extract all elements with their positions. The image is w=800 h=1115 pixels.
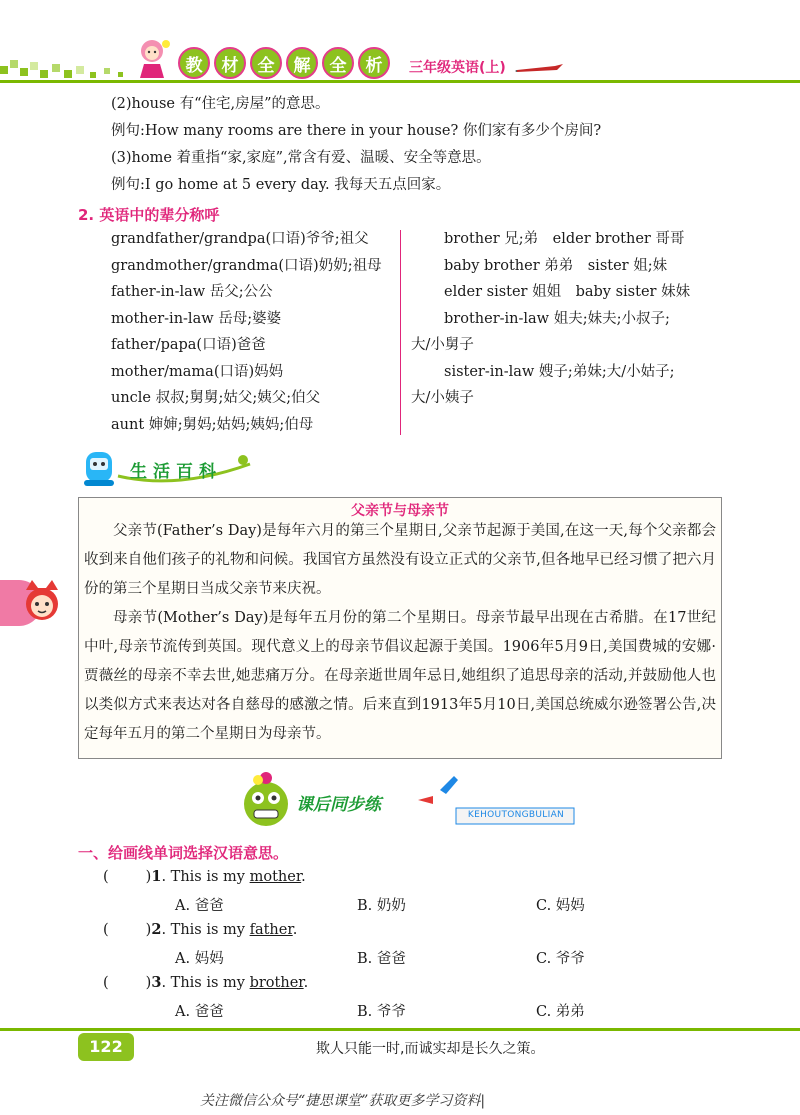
practice-banner-pinyin: KEHOUTONGBULIAN: [467, 810, 565, 820]
option-a[interactable]: A. 妈妈: [175, 951, 224, 967]
underlined-word: father: [249, 922, 293, 938]
book-title-char: 教: [178, 47, 210, 79]
book-title-char: 全: [322, 47, 354, 79]
option-b[interactable]: B. 爸爸: [357, 951, 406, 967]
kinship-term: mother/mama(口语)妈妈: [111, 363, 284, 380]
option-c[interactable]: C. 弟弟: [536, 1004, 585, 1020]
question-punct: .: [303, 975, 309, 991]
intro-line: (2)house 有“住宅,房屋”的意思。: [111, 96, 330, 112]
kinship-term: father-in-law 岳父;公公: [111, 284, 273, 300]
page-number: 122: [78, 1033, 134, 1061]
underlined-word: brother: [249, 975, 304, 991]
intro-line: (3)home 着重指“家,家庭”,常含有爱、温暖、安全等意思。: [111, 150, 491, 166]
kinship-term: elder sister 姐姐 baby sister 妹妹: [444, 284, 691, 300]
header-rule: [0, 80, 800, 83]
exercise-section-title: 一、给画线单词选择汉语意思。: [78, 844, 289, 862]
answer-blank[interactable]: (: [103, 869, 109, 885]
kinship-term: mother-in-law 岳母;婆婆: [111, 310, 282, 327]
intro-line: 例句:How many rooms are there in your house? 你们家有多少个房间?: [111, 123, 602, 139]
answer-blank[interactable]: (: [103, 975, 109, 991]
book-title-char: 材: [214, 47, 246, 79]
kinship-term: brother 兄;弟 elder brother 哥哥: [444, 231, 685, 247]
question-punct: .: [292, 922, 298, 938]
option-c[interactable]: C. 妈妈: [536, 898, 585, 914]
option-c[interactable]: C. 爷爷: [536, 951, 585, 967]
kinship-left-column: [111, 226, 401, 438]
kinship-term: 大/小舅子: [411, 337, 474, 353]
option-b[interactable]: B. 奶奶: [357, 898, 406, 914]
fairy-mascot-icon: [132, 36, 174, 80]
footer-note: 关注微信公众号“捷思课堂”获取更多学习资料|: [200, 1093, 486, 1109]
book-title-char: 析: [358, 47, 390, 79]
book-title-char: 解: [286, 47, 318, 79]
question-number: 2: [151, 921, 162, 938]
question-row: ( )2. This is my father.: [103, 921, 298, 938]
underlined-word: mother: [249, 869, 302, 885]
kinship-term: grandfather/grandpa(口语)爷爷;祖父: [111, 231, 369, 247]
intro-line: 例句:I go home at 5 every day. 我每天五点回家。: [111, 177, 451, 193]
column-divider: [400, 230, 401, 435]
kinship-term: brother-in-law 姐夫;妹夫;小叔子;: [444, 310, 670, 327]
question-row: ( )1. This is my mother.: [103, 868, 306, 885]
practice-banner-title: 课后同步练: [296, 795, 381, 815]
kinship-term: father/papa(口语)爸爸: [111, 337, 266, 353]
cat-mascot-icon: [20, 578, 64, 626]
kinship-term: sister-in-law 嫂子;弟妹;大/小姑子;: [444, 363, 675, 380]
book-title: [178, 47, 390, 79]
kinship-term: baby brother 弟弟 sister 姐;妹: [444, 257, 668, 274]
answer-blank[interactable]: (: [103, 922, 109, 938]
question-text: This is my: [170, 922, 250, 938]
kinship-section-title: 2. 英语中的辈分称呼: [78, 206, 220, 224]
life-section-label: 生活百科: [130, 462, 222, 482]
option-a[interactable]: A. 爸爸: [175, 1004, 224, 1020]
life-article-title: 父亲节与母亲节: [351, 503, 449, 519]
book-title-char: 全: [250, 47, 282, 79]
question-punct: .: [301, 869, 306, 885]
life-paragraph: 父亲节(Father’s Day)是每年六月的第三个星期日,父亲节起源于美国,在这一天,每个父亲都会收到来自他们孩子的礼物和问候。我国官方虽然没有设立正式的父亲节,但各地早已经习惯了把六月份的第三个星期日当成父亲节来庆祝。: [84, 523, 716, 597]
kinship-term: uncle 叔叔;舅舅;姑父;姨父;伯父: [111, 390, 321, 406]
question-number: 1: [151, 868, 162, 885]
question-number: 3: [151, 974, 162, 991]
pen-icon: [515, 60, 565, 74]
option-a[interactable]: A. 爸爸: [175, 898, 224, 914]
grade-label: 三年级英语(上): [409, 60, 506, 76]
option-b[interactable]: B. 爷爷: [357, 1004, 406, 1020]
practice-banner-graphic: [228, 770, 578, 832]
kinship-term: 大/小姨子: [411, 390, 474, 406]
kinship-term: aunt 婶婶;舅妈;姑妈;姨妈;伯母: [111, 416, 314, 433]
footer-rule: [0, 1028, 800, 1031]
kinship-right-column: [411, 226, 731, 412]
life-paragraph: 母亲节(Mother’s Day)是每年五月份的第二个星期日。母亲节最早出现在古希腊。在17世纪中叶,母亲节流传到英国。现代意义上的母亲节倡议起源于美国。1906年5月9日,美国费城的安娜·贾薇丝的母亲不幸去世,她悲痛万分。在母亲逝世周年忌日,她组织了追思母亲的活动,并鼓励他人也以类似方式来表达对各自慈母的感激之情。后来直到1913年5月10日,美国总统威尔逊签署公告,决定每年五月的第二个星期日为母亲节。: [84, 610, 716, 742]
header-pixel-decoration: [0, 52, 150, 80]
question-row: ( )3. This is my brother.: [103, 974, 309, 991]
footer-motto: 欺人只能一时,而诚实却是长久之策。: [316, 1041, 545, 1057]
question-text: This is my: [170, 869, 250, 885]
question-text: This is my: [170, 975, 250, 991]
kinship-term: grandmother/grandma(口语)奶奶;祖母: [111, 257, 382, 274]
